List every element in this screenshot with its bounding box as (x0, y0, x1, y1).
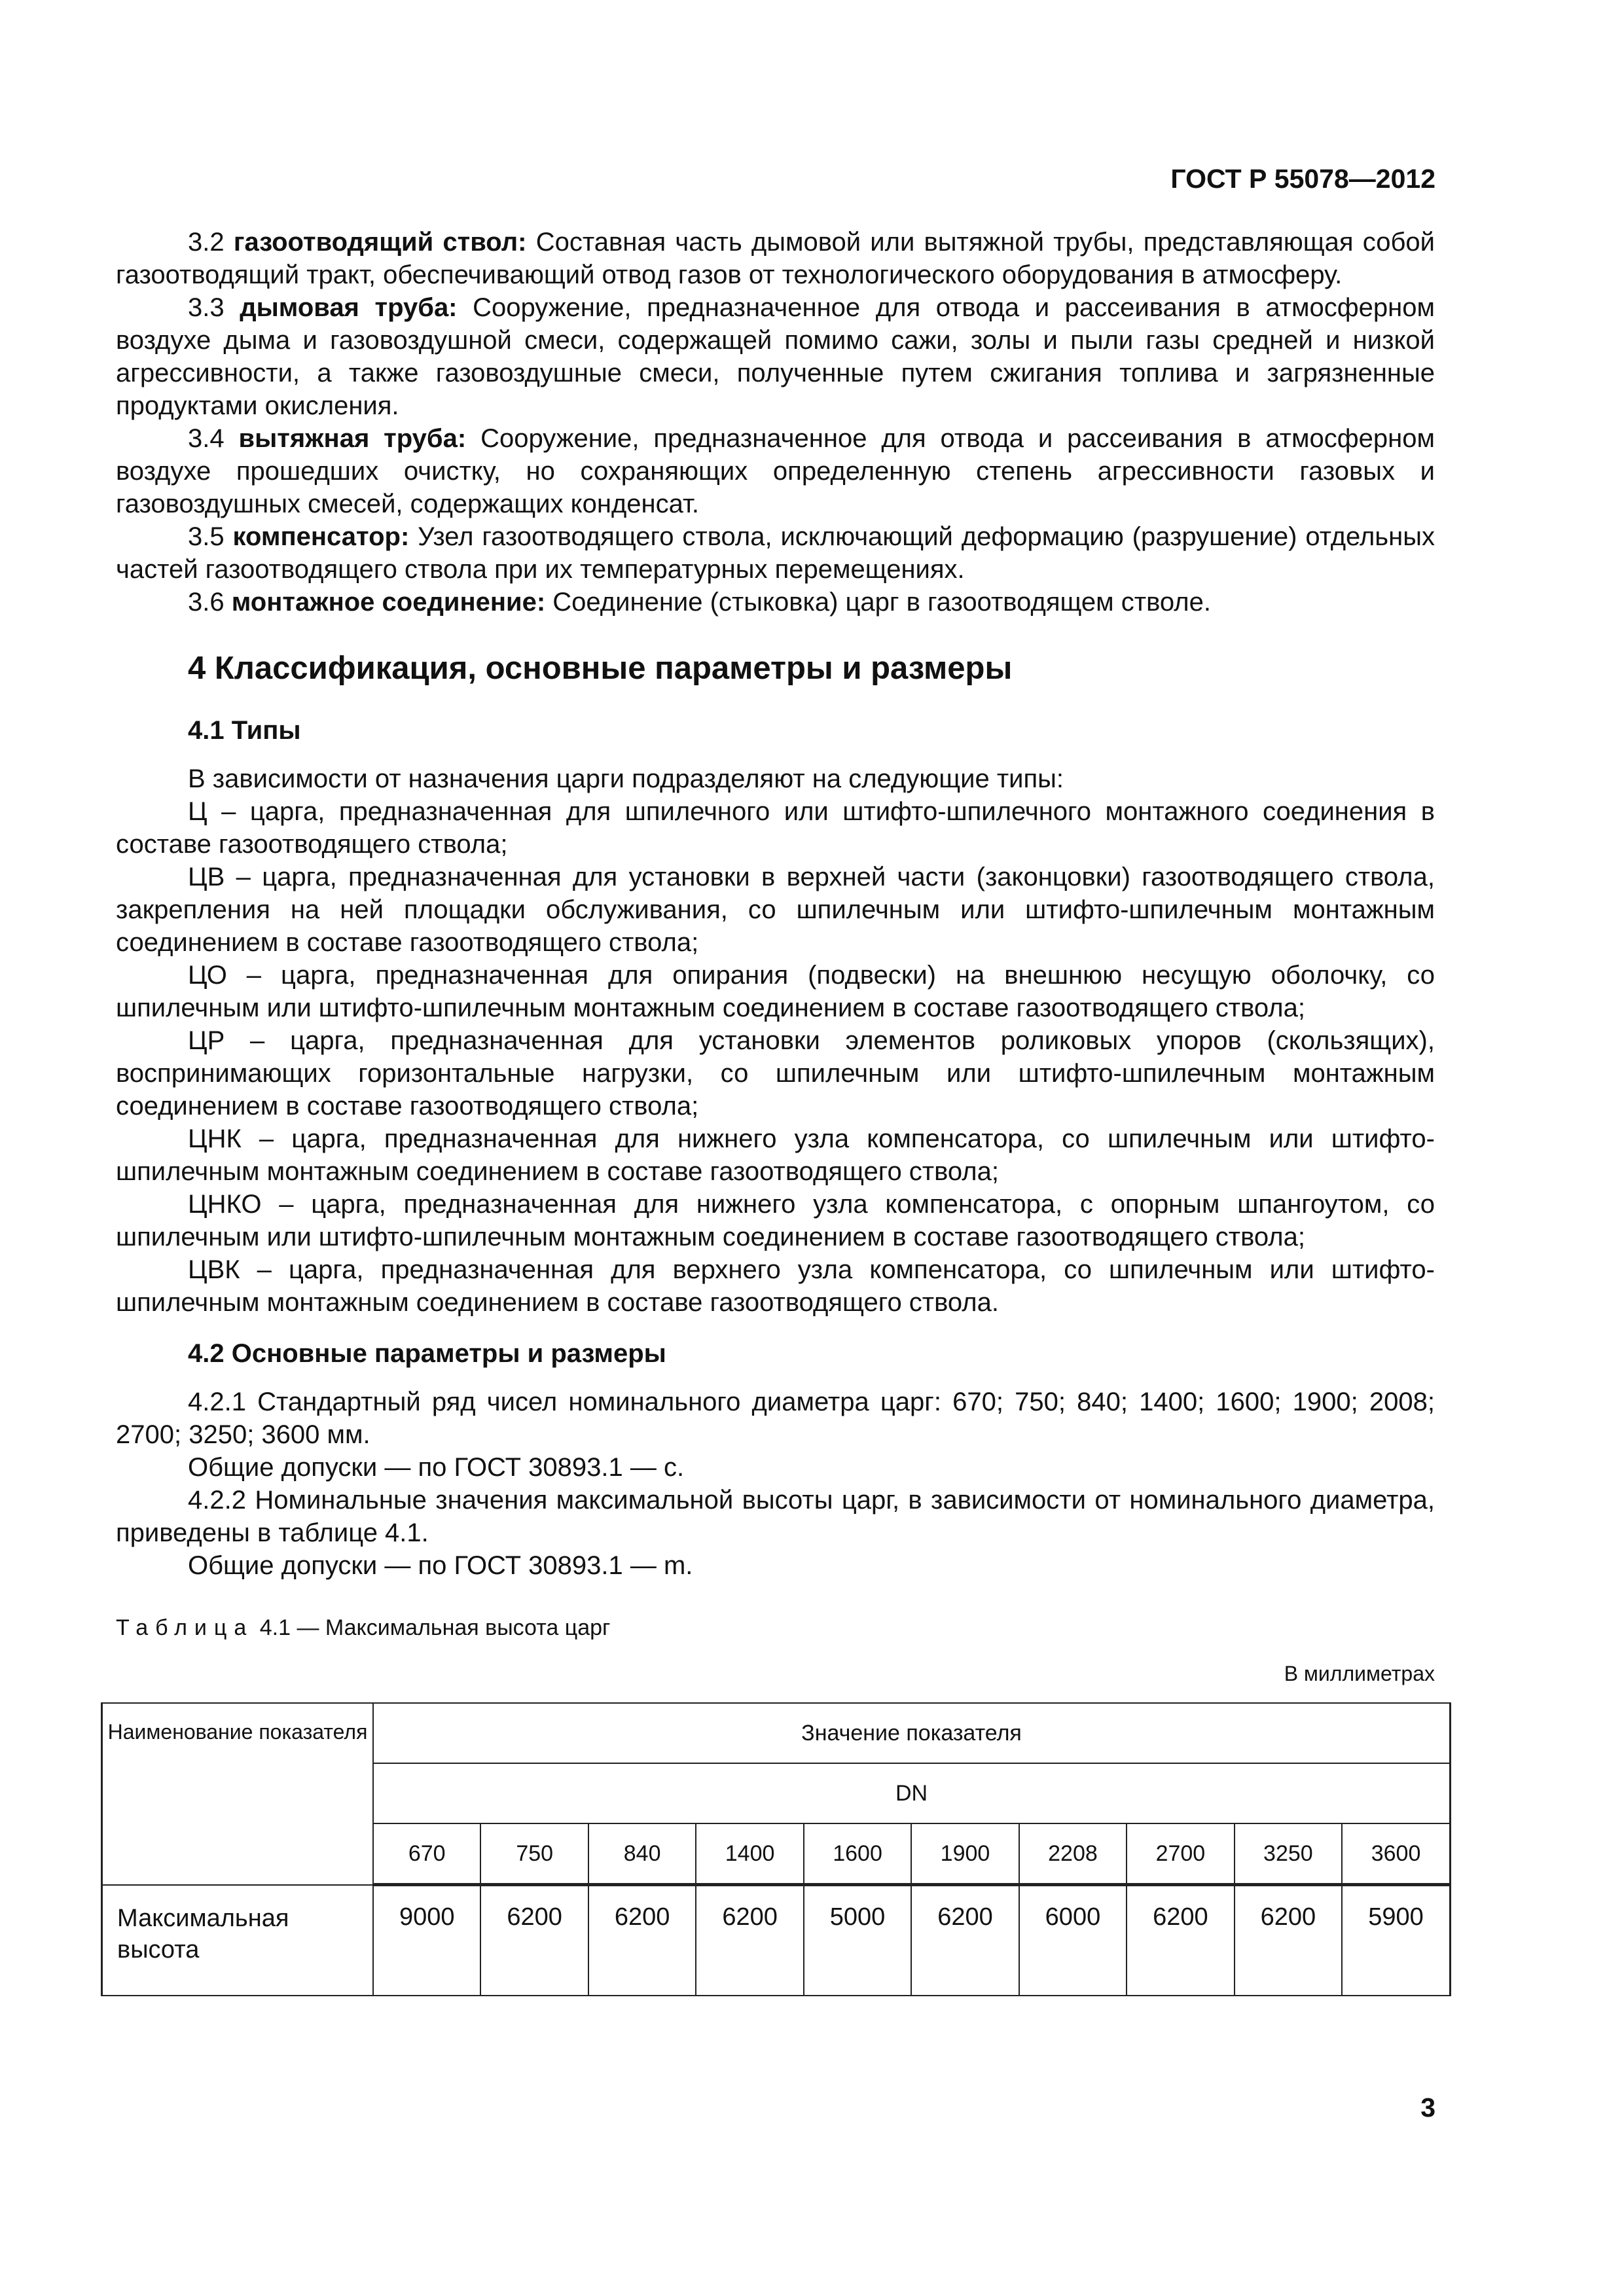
section-4-heading: 4 Классификация, основные параметры и размеры (188, 651, 1013, 686)
dn-value-cell: 3600 (1342, 1823, 1450, 1885)
height-value-cell: 6200 (1127, 1885, 1234, 1996)
dn-header: DN (373, 1763, 1451, 1823)
dn-value-cell: 750 (480, 1823, 588, 1885)
definition-term: монтажное соединение: (231, 588, 546, 617)
definition-term: газоотводящий ствол: (233, 228, 527, 257)
height-value-cell: 5000 (804, 1885, 911, 1996)
definition-3-5 (116, 520, 1435, 586)
paragraph-4-2-1: 4.2.1 Стандартный ряд чисел номинального диаметра царг: 670; 750; 840; 1400; 1600; 1900; 2008; 2700; 3250; 3600 мм. (116, 1388, 1435, 1449)
dn-value-cell: 2208 (1019, 1823, 1127, 1885)
paragraph-4-2-2: 4.2.2 Номинальные значения максимальной высоты царг, в зависимости от номинального диаметра, приведены в таблице 4.1. (116, 1486, 1435, 1547)
definition-number: 3.4 (188, 424, 225, 453)
type-item: ЦНКО – царга, предназначенная для нижнего узла компенсатора, с опорным шпангоутом, со шпилечным или штифто-шпилечным монтажным соединением в составе газоотводящего ствола; (116, 1190, 1435, 1251)
table-caption-title: 4.1 — Максимальная высота царг (253, 1615, 611, 1640)
table-row (102, 1885, 1451, 1996)
definition-3-3 (116, 291, 1435, 422)
definition-term: дымовая труба: (240, 293, 458, 322)
table-caption (116, 1613, 1435, 1642)
row-label-cell: Максимальная высота (102, 1885, 374, 1996)
max-height-table (101, 1702, 1451, 1996)
height-value-cell: 5900 (1342, 1885, 1450, 1996)
definition-number: 3.2 (188, 228, 225, 257)
type-item: ЦНК – царга, предназначенная для нижнего узла компенсатора, со шпилечным или штифто-шпилечным монтажным соединением в составе газоотводящего ствола; (116, 1124, 1435, 1186)
definition-text: Сооружение, предназначенное для отвода и рассеивания в атмосферном воздухе дыма и газовоздушной смеси, содержащей помимо сажи, золы и пыли газы средней и низкой агрессивности, а также газовоздушные смеси, полученные путем сжигания топлива и загрязненные продуктами окисления. (116, 293, 1435, 420)
tolerance-note: Общие допуски — по ГОСТ 30893.1 — m. (188, 1551, 693, 1580)
dn-value-cell: 840 (588, 1823, 696, 1885)
dn-value-cell: 1400 (696, 1823, 803, 1885)
definition-text: Соединение (стыковка) царг в газоотводящем стволе. (552, 588, 1211, 617)
height-value-cell: 6200 (911, 1885, 1019, 1996)
definition-number: 3.3 (188, 293, 225, 322)
dn-value-cell: 670 (373, 1823, 480, 1885)
dn-value-cell: 1600 (804, 1823, 911, 1885)
table-header-row (102, 1703, 1451, 1763)
subsection-4-2-heading: 4.2 Основные параметры и размеры (188, 1339, 666, 1368)
dn-value-cell: 1900 (911, 1823, 1019, 1885)
definition-text: Сооружение, предназначенное для отвода и рассеивания в атмосферном воздухе прошедших очистку, но сохраняющих определенную степень агрессивности газовых и газовоздушных смесей, содержащих конденсат. (116, 424, 1435, 518)
height-value-cell: 9000 (373, 1885, 480, 1996)
height-value-cell: 6200 (1235, 1885, 1342, 1996)
dn-value-cell: 2700 (1127, 1823, 1234, 1885)
table-units: В миллиметрах (1284, 1662, 1435, 1685)
height-value-cell: 6200 (588, 1885, 696, 1996)
definition-term: компенсатор: (232, 522, 410, 551)
page-number: 3 (1420, 2092, 1435, 2123)
document-body (107, 226, 1435, 1996)
type-item: ЦВ – царга, предназначенная для установки в верхней части (законцовки) газоотводящего ствола, закрепления на ней площадки обслуживания, со шпилечным или штифто-шпилечным монтажным соединением в составе газоотводящего ствола; (116, 863, 1435, 957)
tolerance-note: Общие допуски — по ГОСТ 30893.1 — с. (188, 1453, 685, 1482)
indicator-value-header: Значение показателя (373, 1703, 1451, 1763)
dn-value-cell: 3250 (1235, 1823, 1342, 1885)
document-header: ГОСТ Р 55078—2012 (1170, 164, 1435, 194)
height-value-cell: 6200 (480, 1885, 588, 1996)
type-item: ЦО – царга, предназначенная для опирания (подвески) на внешнюю несущую оболочку, со шпилечным или штифто-шпилечным монтажным соединением в составе газоотводящего ствола; (116, 961, 1435, 1022)
definition-3-4 (116, 422, 1435, 520)
height-value-cell: 6000 (1019, 1885, 1127, 1996)
definition-text: Составная часть дымовой или вытяжной трубы, представляющая собой газоотводящий тракт, обеспечивающий отвод газов от технологического оборудования в атмосферу. (116, 228, 1435, 289)
indicator-name-header: Наименование показателя (102, 1703, 374, 1885)
definition-3-6 (116, 586, 1435, 619)
definition-number: 3.6 (188, 588, 225, 617)
types-intro: В зависимости от назначения царги подразделяют на следующие типы: (188, 764, 1064, 793)
definition-text: Узел газоотводящего ствола, исключающий деформацию (разрушение) отдельных частей газоотводящего ствола при их температурных перемещениях. (116, 522, 1435, 584)
subsection-4-1-heading: 4.1 Типы (188, 716, 301, 745)
definition-3-2 (116, 226, 1435, 291)
type-item: ЦВК – царга, предназначенная для верхнего узла компенсатора, со шпилечным или штифто-шпилечным монтажным соединением в составе газоотводящего ствола. (116, 1255, 1435, 1317)
definition-number: 3.5 (188, 522, 225, 551)
table-caption-word: Таблица (116, 1615, 254, 1640)
height-value-cell: 6200 (696, 1885, 803, 1996)
type-item: Ц – царга, предназначенная для шпилечного или штифто-шпилечного монтажного соединения в составе газоотводящего ствола; (116, 797, 1435, 859)
type-item: ЦР – царга, предназначенная для установки элементов роликовых упоров (скользящих), воспринимающих горизонтальные нагрузки, со шпилечным или штифто-шпилечным монтажным соединением в составе газоотводящего ствола; (116, 1026, 1435, 1121)
definition-term: вытяжная труба: (238, 424, 467, 453)
